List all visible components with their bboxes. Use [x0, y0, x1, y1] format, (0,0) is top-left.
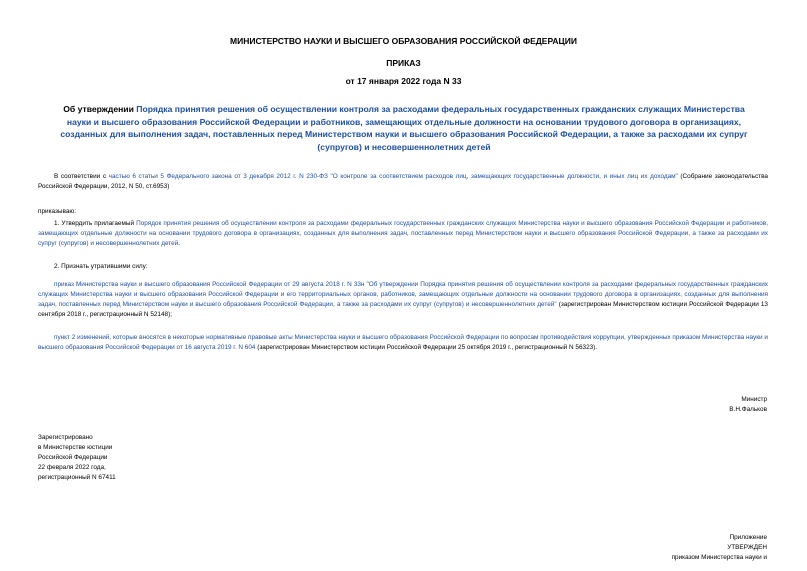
- registration-line-3: Российской Федерации: [38, 454, 108, 461]
- appendix-line-1: Приложение: [729, 534, 767, 541]
- item-2-sub-2: [38, 333, 768, 353]
- basis-paragraph: [38, 172, 768, 192]
- basis-prefix: В соответствии с: [54, 173, 109, 180]
- item-2-sub-1-link[interactable]: приказ Министерства науки и высшего образования Российской Федерации от 29 августа 2018 г. N 33н "Об утверждении Порядка принятия решения об осуществлении контроля за расходами федеральных государственных гражданских служащих Министерства науки и высшего образования Российской Федерации и его территориальных органов, работников, замещающих отдельные должности на основании трудового договора в организациях, созданных для выполнения задач, поставленных перед Министерством науки и высшего образования Российской Федерации, а также за расходами их супруг (супругов) и несовершеннолетних детей": [38, 281, 768, 308]
- order-word: приказываю:: [38, 208, 76, 215]
- item-2-heading: 2. Признать утратившими силу:: [54, 263, 148, 270]
- date-number: от 17 января 2022 года N 33: [345, 76, 462, 86]
- item-1-link[interactable]: Порядок принятия решения об осуществлении контроля за расходами федеральных государственных гражданских служащих Министерства науки и высшего образования Российской Федерации и работников, замещающих отдельные должности на основании трудового договора в организациях, созданных для выполнения задач, поставленных перед Министерством науки и высшего образования Российской Федерации, а также за расходами их супруг (супругов) и несовершеннолетних детей: [38, 220, 768, 247]
- title-link[interactable]: Порядка принятия решения об осуществлении контроля за расходами федеральных государственных гражданских служащих Министерства науки и высшего образования Российской Федерации и работников, замещающих отдельные должности на основании трудового договора в организациях, созданных для выполнения задач, поставленных перед Министерством науки и высшего образования Российской Федерации, а также за расходами их супруг (супругов) и несовершеннолетних детей: [60, 104, 748, 152]
- item-1-paragraph: [38, 219, 768, 249]
- appendix-line-2: УТВЕРЖДЕН: [727, 544, 767, 551]
- signature-position: Министр: [741, 396, 767, 403]
- registration-line-1: Зарегистрировано: [38, 434, 93, 441]
- item-1-suffix: .: [178, 240, 181, 247]
- appendix-block: [672, 533, 767, 563]
- document-title: [50, 103, 758, 153]
- basis-suffix: (Собрание законодательства Российской Федерации, 2012, N 50, ст.6953): [38, 173, 768, 190]
- ministry-header: МИНИСТЕРСТВО НАУКИ И ВЫСШЕГО ОБРАЗОВАНИЯ РОССИЙСКОЙ ФЕДЕРАЦИИ: [230, 36, 577, 46]
- item-1-prefix: 1. Утвердить прилагаемый: [54, 220, 137, 227]
- registration-line-4: 22 февраля 2022 года,: [38, 464, 106, 471]
- signature-block: [729, 395, 767, 415]
- item-2-sub-1-suffix: (зарегистрирован Министерством юстиции Российской Федерации 13 сентября 2018 г., регистрационный N 52148);: [38, 301, 768, 318]
- appendix-line-3: приказом Министерства науки и: [671, 554, 767, 561]
- registration-block: [38, 433, 116, 483]
- basis-law-link[interactable]: частью 6 статьи 5 Федерального закона от 3 декабря 2012 г. N 230-ФЗ "О контроле за соответствием расходов лиц, замещающих государственные должности, и иных лиц их доходам": [108, 173, 678, 180]
- item-2-sub-2-link[interactable]: пункт 2 изменений, которые вносятся в некоторые нормативные правовые акты Министерства науки и высшего образования Российской Федерации по вопросам противодействия коррупции, утвержденных приказом Министерства науки и высшего образования Российской Федерации от 16 августа 2019 г. N 604: [38, 334, 768, 351]
- item-2-sub-2-suffix: (зарегистрирован Министерством юстиции Российской Федерации 25 октября 2019 г., регистрационный N 56323).: [255, 344, 598, 351]
- doc-type: ПРИКАЗ: [386, 58, 421, 68]
- signature-name: В.Н.Фальков: [729, 406, 767, 413]
- registration-line-2: в Министерстве юстиции: [38, 444, 113, 451]
- title-prefix: Об утверждении: [63, 104, 137, 114]
- registration-line-5: регистрационный N 67411: [38, 474, 116, 481]
- item-2-sub-1: [38, 280, 768, 320]
